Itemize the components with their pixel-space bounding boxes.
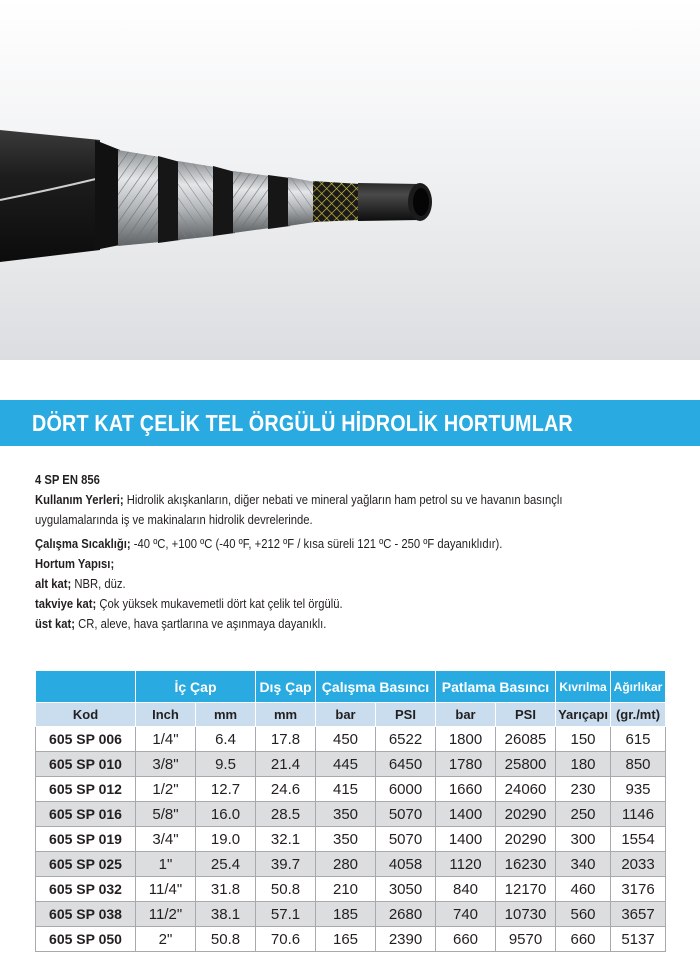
cell-calisma-psi: 6450	[376, 752, 436, 777]
cell-calisma-bar: 350	[316, 802, 376, 827]
cell-yaricap: 340	[556, 852, 611, 877]
cell-patlama-bar: 660	[436, 927, 496, 952]
cell-calisma-psi: 6000	[376, 777, 436, 802]
cell-calisma-bar: 280	[316, 852, 376, 877]
cell-calisma-psi: 3050	[376, 877, 436, 902]
cell-yaricap: 150	[556, 727, 611, 752]
cell-calisma-bar: 350	[316, 827, 376, 852]
cell-kod: 605 SP 025	[36, 852, 136, 877]
reinforcement-label: takviye kat;	[35, 597, 97, 611]
cell-yaricap: 660	[556, 927, 611, 952]
table-row	[36, 827, 666, 852]
standard: 4 SP EN 856	[35, 473, 100, 487]
cell-ic-mm: 50.8	[196, 927, 256, 952]
cell-dis-mm: 32.1	[256, 827, 316, 852]
header-blank	[36, 671, 136, 703]
outer-layer-label: üst kat;	[35, 617, 76, 631]
cell-patlama-psi: 9570	[496, 927, 556, 952]
cell-inch: 1/4"	[136, 727, 196, 752]
table-row	[36, 927, 666, 952]
spec-table	[35, 670, 666, 952]
cell-patlama-psi: 12170	[496, 877, 556, 902]
table-row	[36, 902, 666, 927]
outer-layer-text: CR, aleve, hava şartlarına ve aşınmaya dayanıklı.	[75, 617, 327, 631]
cell-agirlik: 615	[611, 727, 666, 752]
usage-line-2	[35, 510, 611, 530]
cell-yaricap: 250	[556, 802, 611, 827]
cell-patlama-psi: 20290	[496, 827, 556, 852]
cell-patlama-bar: 840	[436, 877, 496, 902]
cell-agirlik: 5137	[611, 927, 666, 952]
cell-agirlik: 3657	[611, 902, 666, 927]
cell-agirlik: 3176	[611, 877, 666, 902]
cell-ic-mm: 9.5	[196, 752, 256, 777]
cell-agirlik: 935	[611, 777, 666, 802]
table-row	[36, 752, 666, 777]
cell-calisma-bar: 450	[316, 727, 376, 752]
cell-ic-mm: 25.4	[196, 852, 256, 877]
cell-dis-mm: 28.5	[256, 802, 316, 827]
cell-patlama-psi: 16230	[496, 852, 556, 877]
cell-dis-mm: 70.6	[256, 927, 316, 952]
cell-patlama-bar: 740	[436, 902, 496, 927]
cell-ic-mm: 38.1	[196, 902, 256, 927]
subheader-grmt: (gr./mt)	[611, 703, 666, 727]
cell-dis-mm: 17.8	[256, 727, 316, 752]
cell-kod: 605 SP 038	[36, 902, 136, 927]
cell-patlama-bar: 1120	[436, 852, 496, 877]
subheader-kod: Kod	[36, 703, 136, 727]
subheader-psi-burst: PSI	[496, 703, 556, 727]
cell-dis-mm: 39.7	[256, 852, 316, 877]
subheader-bar: bar	[316, 703, 376, 727]
reinforcement-text: Çok yüksek mukavemetli dört kat çelik tel örgülü.	[96, 597, 343, 611]
cell-patlama-psi: 26085	[496, 727, 556, 752]
reinforcement-line	[35, 594, 611, 614]
page-title: DÖRT KAT ÇELİK TEL ÖRGÜLÜ HİDROLİK HORTUMLAR	[32, 410, 573, 436]
cell-calisma-bar: 165	[316, 927, 376, 952]
cell-calisma-psi: 2680	[376, 902, 436, 927]
cell-calisma-psi: 4058	[376, 852, 436, 877]
structure-label: Hortum Yapısı;	[35, 557, 115, 571]
cell-patlama-bar: 1400	[436, 802, 496, 827]
cell-inch: 3/8"	[136, 752, 196, 777]
product-image	[0, 0, 700, 360]
header-calisma-basinci: Çalışma Basıncı	[316, 671, 436, 703]
usage-line	[35, 490, 611, 510]
cell-ic-mm: 19.0	[196, 827, 256, 852]
hose-illustration	[0, 0, 700, 360]
cell-calisma-bar: 415	[316, 777, 376, 802]
subheader-yaricap: Yarıçapı	[556, 703, 611, 727]
subheader-inch: Inch	[136, 703, 196, 727]
cell-patlama-bar: 1780	[436, 752, 496, 777]
cell-dis-mm: 50.8	[256, 877, 316, 902]
cell-ic-mm: 12.7	[196, 777, 256, 802]
header-patlama-basinci: Patlama Basıncı	[436, 671, 556, 703]
cell-kod: 605 SP 032	[36, 877, 136, 902]
cell-ic-mm: 31.8	[196, 877, 256, 902]
cell-calisma-psi: 5070	[376, 827, 436, 852]
cell-agirlik: 1146	[611, 802, 666, 827]
inner-layer-label: alt kat;	[35, 577, 72, 591]
cell-calisma-bar: 445	[316, 752, 376, 777]
cell-patlama-psi: 20290	[496, 802, 556, 827]
cell-agirlik: 1554	[611, 827, 666, 852]
cell-kod: 605 SP 010	[36, 752, 136, 777]
cell-calisma-bar: 210	[316, 877, 376, 902]
table-row	[36, 877, 666, 902]
usage-label: Kullanım Yerleri;	[35, 493, 124, 507]
cell-patlama-bar: 1400	[436, 827, 496, 852]
header-dis-cap: Dış Çap	[256, 671, 316, 703]
cell-ic-mm: 6.4	[196, 727, 256, 752]
cell-inch: 1/2"	[136, 777, 196, 802]
structure-line	[35, 554, 611, 574]
cell-dis-mm: 57.1	[256, 902, 316, 927]
cell-yaricap: 560	[556, 902, 611, 927]
table-row	[36, 802, 666, 827]
cell-agirlik: 2033	[611, 852, 666, 877]
cell-dis-mm: 21.4	[256, 752, 316, 777]
cell-calisma-psi: 2390	[376, 927, 436, 952]
subheader-psi: PSI	[376, 703, 436, 727]
cell-inch: 1"	[136, 852, 196, 877]
inner-layer-line	[35, 574, 611, 594]
temperature-label: Çalışma Sıcaklığı;	[35, 537, 131, 551]
cell-yaricap: 300	[556, 827, 611, 852]
usage-text-2: uygulamalarında iş ve makinaların hidrolik devrelerinde.	[35, 513, 313, 527]
outer-layer-line	[35, 614, 611, 634]
cell-inch: 2"	[136, 927, 196, 952]
subheader-mm: mm	[196, 703, 256, 727]
table-sub-header	[36, 703, 666, 727]
inner-layer-text: NBR, düz.	[71, 577, 126, 591]
cell-yaricap: 460	[556, 877, 611, 902]
cell-inch: 5/8"	[136, 802, 196, 827]
cell-inch: 3/4"	[136, 827, 196, 852]
cell-patlama-psi: 10730	[496, 902, 556, 927]
header-ic-cap: İç Çap	[136, 671, 256, 703]
cell-kod: 605 SP 016	[36, 802, 136, 827]
cell-inch: 11/4"	[136, 877, 196, 902]
table-body	[36, 727, 666, 952]
cell-ic-mm: 16.0	[196, 802, 256, 827]
cell-kod: 605 SP 050	[36, 927, 136, 952]
table-row	[36, 777, 666, 802]
cell-kod: 605 SP 006	[36, 727, 136, 752]
cell-patlama-psi: 25800	[496, 752, 556, 777]
cell-calisma-psi: 5070	[376, 802, 436, 827]
cell-yaricap: 230	[556, 777, 611, 802]
cell-agirlik: 850	[611, 752, 666, 777]
subheader-bar-burst: bar	[436, 703, 496, 727]
cell-inch: 11/2"	[136, 902, 196, 927]
cell-yaricap: 180	[556, 752, 611, 777]
title-band	[0, 400, 700, 446]
cell-kod: 605 SP 012	[36, 777, 136, 802]
subheader-mm-outer: mm	[256, 703, 316, 727]
cell-patlama-bar: 1660	[436, 777, 496, 802]
cell-kod: 605 SP 019	[36, 827, 136, 852]
table-row	[36, 852, 666, 877]
cell-patlama-bar: 1800	[436, 727, 496, 752]
temperature-text: -40 ºC, +100 ºC (-40 ºF, +212 ºF / kısa süreli 121 ºC - 250 ºF dayanıklıdır).	[130, 537, 503, 551]
header-kivrilma: Kıvrılma	[556, 671, 611, 703]
table-group-header	[36, 671, 666, 703]
table-row	[36, 727, 666, 752]
temperature-line	[35, 534, 611, 554]
header-agirlik: Ağırlıkar	[611, 671, 666, 703]
standard-line	[35, 470, 611, 490]
usage-text-1: Hidrolik akışkanların, diğer nebati ve mineral yağların ham petrol su ve havanın basınçlı	[123, 493, 563, 507]
cell-dis-mm: 24.6	[256, 777, 316, 802]
product-description	[35, 470, 675, 634]
cell-patlama-psi: 24060	[496, 777, 556, 802]
cell-calisma-bar: 185	[316, 902, 376, 927]
cell-calisma-psi: 6522	[376, 727, 436, 752]
